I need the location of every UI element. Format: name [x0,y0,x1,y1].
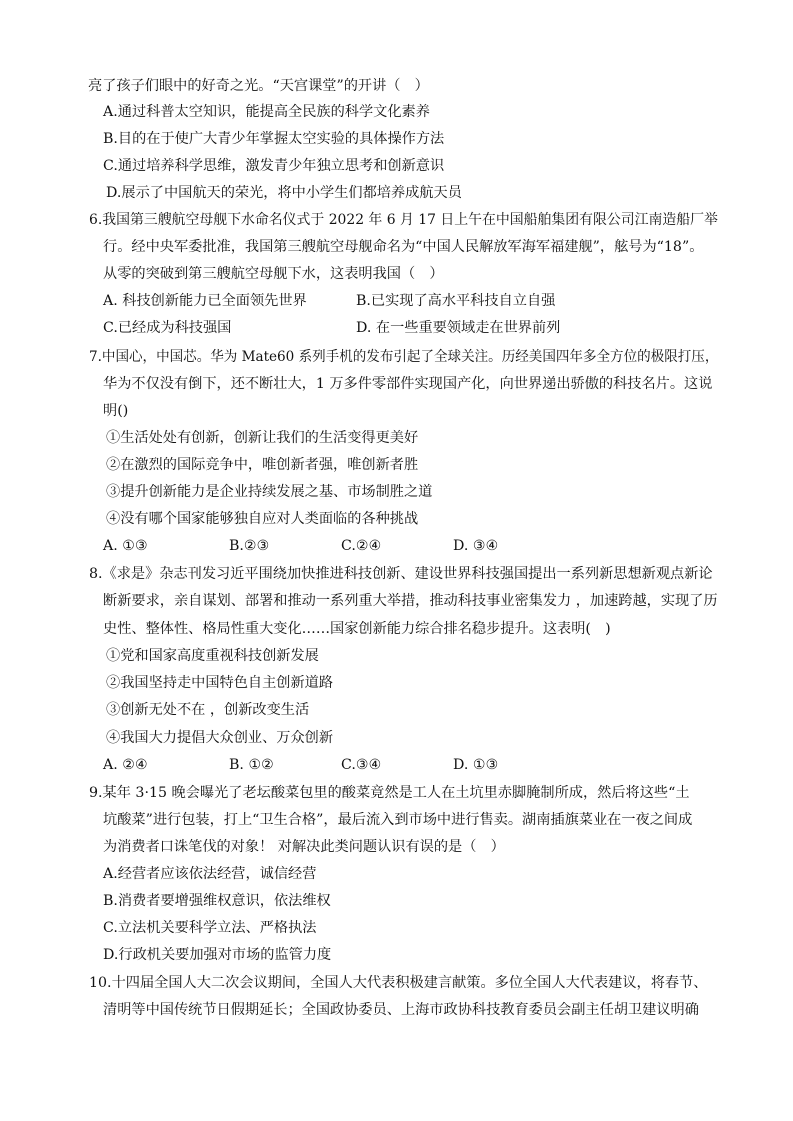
q8-statement-1: ①党和国家高度重视科技创新发展 [106,648,319,664]
q6-option-a: A. 科技创新能力已全面领先世界 [103,293,307,309]
q6-stem-line-2: 行。经中央军委批准，我国第三艘航空母舰命名为“中国人民解放军海军福建舰”，舷号为“18”。 [103,239,704,255]
q6-option-d: D. 在一些重要领域走在世界前列 [356,320,561,336]
q8-option-d: D. ①③ [453,757,499,773]
q6-stem-line-1: 6.我国第三艘航空母舰下水命名仪式于 2022 年 6 月 17 日上午在中国船舶集团有限公司江南造船厂举 [89,212,718,228]
q5-stem-continuation: 亮了孩子们眼中的好奇之光。“天宫课堂”的开讲（ ） [88,78,429,94]
q6-stem-line-3: 从零的突破到第三艘航空母舰下水，这表明我国（ ） [103,266,444,282]
q8-stem-line-1: 8.《求是》杂志刊发习近平围绕加快推进科技创新、建设世界科技强国提出一系列新思想新观点新论 [89,566,713,582]
q5-option-c: C.通过培养科学思维，激发青少年独立思考和创新意识 [103,158,445,174]
q7-stem-line-2: 华为不仅没有倒下，还不断壮大，1 万多件零部件实现国产化，向世界递出骄傲的科技名片。这说 [103,376,713,392]
q7-option-a: A. ①③ [103,538,148,554]
q10-stem-line-2: 清明等中国传统节日假期延长；全国政协委员、上海市政协科技教育委员会副主任胡卫建议明确 [103,1002,699,1018]
q6-option-b: B.已实现了高水平科技自立自强 [356,293,556,309]
q7-statement-2: ②在激烈的国际竞争中，唯创新者强，唯创新者胜 [106,457,419,473]
q8-option-a: A. ②④ [103,757,148,773]
q8-statement-2: ②我国坚持走中国特色自主创新道路 [106,675,334,691]
q8-option-c: C.③④ [341,757,382,773]
q7-stem-line-3: 明() [103,403,129,419]
q7-statement-4: ④没有哪个国家能够独自应对人类面临的各种挑战 [106,511,419,527]
q7-stem-line-1: 7.中国心，中国芯。华为 Mate60 系列手机的发布引起了全球关注。历经美国四年多全方位的极限打压， [89,349,719,365]
q9-option-b: B.消费者要增强维权意识，依法维权 [103,893,331,909]
q7-statement-1: ①生活处处有创新，创新让我们的生活变得更美好 [106,430,419,446]
q9-stem-line-1: 9.某年 3·15 晚会曝光了老坛酸菜包里的酸菜竟然是工人在土坑里赤脚腌制所成，然后将这些“土 [89,785,690,801]
q9-option-d: D.行政机关要加强对市场的监管力度 [103,947,332,963]
q7-option-b: B.②③ [229,538,270,554]
q10-stem-line-1: 10.十四届全国人大二次会议期间，全国人大代表积极建言献策。多位全国人大代表建议，将春节、 [89,975,708,991]
q5-option-a: A.通过科普太空知识，能提高全民族的科学文化素养 [103,104,430,120]
q9-option-c: C.立法机关要科学立法、严格执法 [103,920,317,936]
q7-statement-3: ③提升创新能力是企业持续发展之基、市场制胜之道 [106,484,433,500]
q9-option-a: A.经营者应该依法经营，诚信经营 [103,866,317,882]
q9-stem-line-3: 为消费者口诛笔伐的对象！ 对解决此类问题认识有误的是（ ） [103,839,505,855]
q8-stem-line-3: 史性、整体性、格局性重大变化……国家创新能力综合排名稳步提升。这表明( ) [103,621,611,637]
q8-statement-4: ④我国大力提倡大众创业、万众创新 [106,730,334,746]
q5-option-d: D.展示了中国航天的荣光，将中小学生们都培养成航天员 [106,185,462,201]
q8-option-b: B. ①② [229,757,274,773]
q8-stem-line-2: 断新要求，亲自谋划、部署和推动一系列重大举措，推动科技事业密集发力 ，加速跨越，实现了历 [103,593,718,609]
q7-option-d: D. ③④ [453,538,499,554]
q6-option-c: C.已经成为科技强国 [103,320,232,336]
q7-option-c: C.②④ [341,538,382,554]
q5-option-b: B.目的在于使广大青少年掌握太空实验的具体操作方法 [103,131,445,147]
q9-stem-line-2: 坑酸菜”进行包装，打上“卫生合格”，最后流入到市场中进行售卖。湖南插旗菜业在一夜之间成 [103,812,693,828]
q8-statement-3: ③创新无处不在 ，创新改变生活 [106,702,310,718]
